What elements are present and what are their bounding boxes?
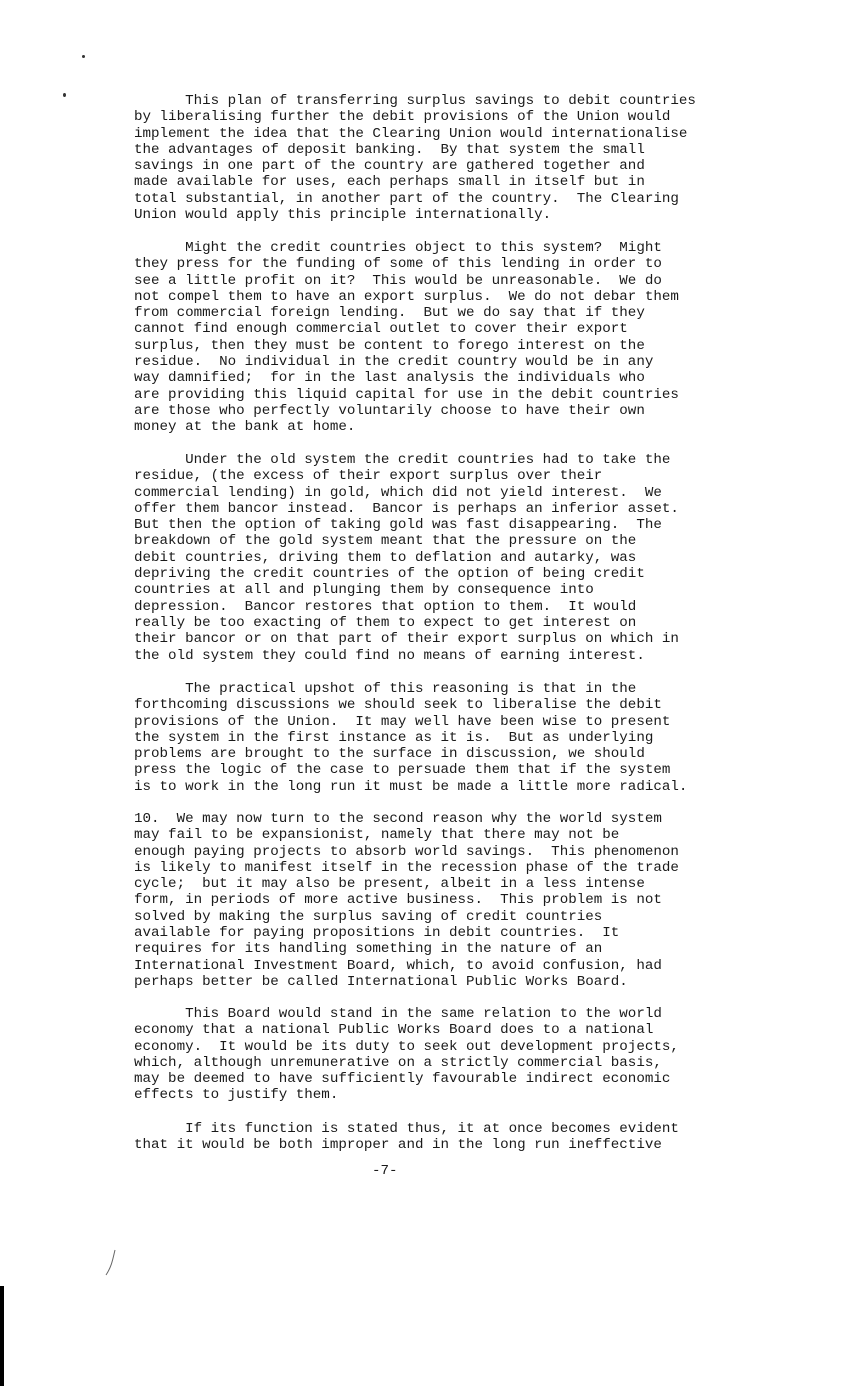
text-line: money at the bank at home.: [134, 419, 356, 436]
text-line: the system in the first instance as it is. But as underlying: [134, 729, 654, 746]
text-line: that it would be both improper and in the long run ineffective: [134, 1137, 662, 1154]
text-line: commercial lending) in gold, which did not yield interest. We: [134, 484, 662, 501]
text-line: This plan of transferring surplus savings to debit countries: [134, 93, 696, 109]
text-line: the advantages of deposit banking. By that system the small: [134, 141, 645, 158]
scan-edge: [0, 1286, 4, 1386]
paragraph-3: [134, 452, 784, 664]
text-line: effects to justify them.: [134, 1087, 339, 1104]
text-line: press the logic of the case to persuade them that if the system: [134, 762, 671, 779]
text-line: which, although unremunerative on a strictly commercial basis,: [134, 1054, 662, 1071]
text-line: available for paying propositions in debit countries. It: [134, 925, 620, 942]
text-line: may be deemed to have sufficiently favourable indirect economic: [134, 1071, 671, 1088]
text-line: is likely to manifest itself in the recession phase of the trade: [134, 859, 679, 876]
page-number: -7-: [372, 1163, 398, 1179]
scan-speck: [63, 93, 66, 97]
text-line: their bancor or on that part of their export surplus on which in: [134, 631, 679, 648]
text-line: This Board would stand in the same relation to the world: [134, 1006, 662, 1022]
text-line: depriving the credit countries of the option of being credit: [134, 566, 645, 583]
text-line: form, in periods of more active business. This problem is not: [134, 892, 662, 909]
text-line: economy. It would be its duty to seek out development projects,: [134, 1038, 679, 1055]
text-line: problems are brought to the surface in discussion, we should: [134, 746, 645, 763]
paragraph-2: [134, 240, 784, 436]
text-line: savings in one part of the country are gathered together and: [134, 158, 645, 175]
text-line: debit countries, driving them to deflation and autarky, was: [134, 549, 637, 566]
pencil-mark: [104, 1248, 118, 1278]
text-line: International Investment Board, which, to avoid confusion, had: [134, 957, 662, 974]
text-line: are those who perfectly voluntarily choose to have their own: [134, 402, 645, 419]
paragraph-6: [134, 1006, 784, 1104]
text-line: may fail to be expansionist, namely that there may not be: [134, 827, 620, 844]
text-line: enough paying projects to absorb world savings. This phenomenon: [134, 843, 679, 860]
text-line: made available for uses, each perhaps small in itself but in: [134, 174, 645, 191]
text-line: is to work in the long run it must be made a little more radical.: [134, 778, 688, 795]
text-line: depression. Bancor restores that option to them. It would: [134, 598, 637, 615]
text-line: cycle; but it may also be present, albeit in a less intense: [134, 876, 645, 893]
text-line: Under the old system the credit countries had to take the: [134, 452, 671, 468]
text-line: residue. No individual in the credit country would be in any: [134, 354, 654, 371]
text-line: residue, (the excess of their export surplus over their: [134, 468, 603, 485]
text-line: 10. We may now turn to the second reason why the world system: [134, 811, 662, 827]
text-line: implement the idea that the Clearing Union would internationalise: [134, 125, 688, 142]
text-line: If its function is stated thus, it at once becomes evident: [134, 1121, 679, 1137]
text-line: they press for the funding of some of this lending in order to: [134, 256, 662, 273]
text-line: The practical upshot of this reasoning is that in the: [134, 681, 637, 697]
paragraph-1: [134, 93, 784, 223]
text-line: surplus, then they must be content to forego interest on the: [134, 337, 645, 354]
text-line: offer them bancor instead. Bancor is perhaps an inferior asset.: [134, 500, 679, 517]
text-line: breakdown of the gold system meant that the pressure on the: [134, 533, 637, 550]
text-line: by liberalising further the debit provisions of the Union would: [134, 109, 671, 126]
text-line: really be too exacting of them to expect to get interest on: [134, 614, 637, 631]
text-line: are providing this liquid capital for use in the debit countries: [134, 386, 679, 403]
paragraph-4: [134, 681, 784, 795]
text-line: not compel them to have an export surplus. We do not debar them: [134, 288, 679, 305]
scan-speck: [82, 55, 85, 58]
text-line: cannot find enough commercial outlet to cover their export: [134, 321, 628, 338]
text-line: the old system they could find no means of earning interest.: [134, 647, 645, 664]
text-line: Union would apply this principle internationally.: [134, 207, 552, 224]
text-line: countries at all and plunging them by consequence into: [134, 582, 594, 599]
text-line: perhaps better be called International Public Works Board.: [134, 973, 628, 990]
text-line: forthcoming discussions we should seek to liberalise the debit: [134, 697, 662, 714]
paragraph-7: [134, 1121, 784, 1154]
text-line: economy that a national Public Works Board does to a national: [134, 1022, 654, 1039]
text-line: provisions of the Union. It may well have been wise to present: [134, 713, 671, 730]
text-line: see a little profit on it? This would be unreasonable. We do: [134, 272, 662, 289]
text-line: solved by making the surplus saving of credit countries: [134, 908, 603, 925]
text-line: requires for its handling something in the nature of an: [134, 941, 603, 958]
paragraph-5: [134, 811, 784, 990]
text-line: But then the option of taking gold was fast disappearing. The: [134, 517, 662, 534]
text-line: total substantial, in another part of the country. The Clearing: [134, 190, 679, 207]
text-line: Might the credit countries object to this system? Might: [134, 240, 662, 256]
text-line: from commercial foreign lending. But we do say that if they: [134, 305, 645, 322]
text-line: way damnified; for in the last analysis the individuals who: [134, 370, 645, 387]
